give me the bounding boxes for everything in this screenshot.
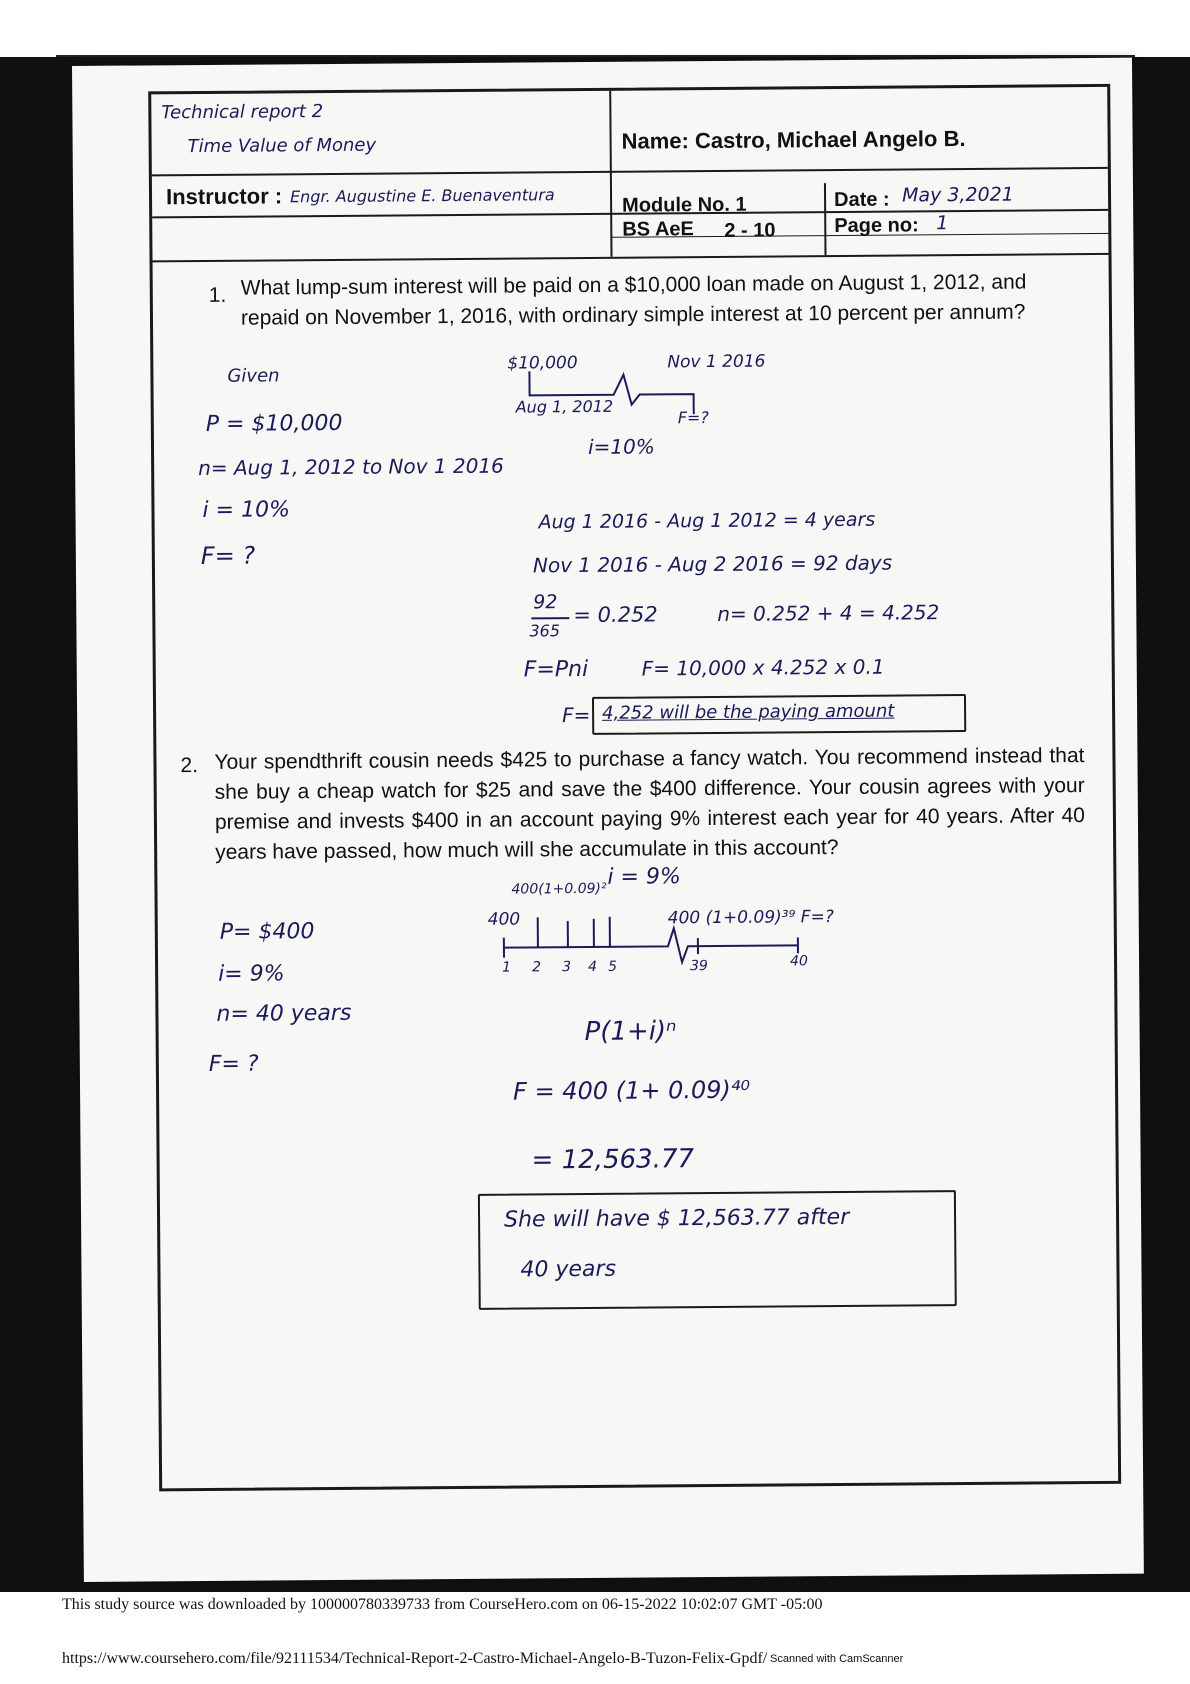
- timeline-diagram: [523, 370, 703, 421]
- timeline-tick: 3: [562, 959, 572, 976]
- given-period: n= Aug 1, 2012 to Nov 1 2016: [198, 453, 504, 481]
- timeline-tick: 4: [588, 958, 598, 975]
- timeline-tick: 5: [608, 958, 618, 975]
- formula-substitution: F = 400 (1+ 0.09)⁴⁰: [512, 1075, 751, 1106]
- page-value: 1: [936, 212, 949, 235]
- section-value: 2 - 10: [724, 219, 776, 242]
- result: = 12,563.77: [531, 1144, 695, 1176]
- given-principal: P= $400: [219, 919, 315, 945]
- source-notice: This study source was downloaded by 100000780339733 from CourseHero.com on 06-15-2022 10:02:07 GMT -05:00: [62, 1596, 823, 1613]
- scanner-watermark: Scanned with CamScanner: [770, 1653, 904, 1665]
- page-label: Page no:: [834, 214, 919, 238]
- calc-days: Nov 1 2016 - Aug 2 2016 = 92 days: [532, 550, 893, 578]
- fraction-numerator: 92: [533, 591, 558, 614]
- header-divider: [824, 183, 827, 255]
- calc-n: n= 0.252 + 4 = 4.252: [717, 600, 940, 626]
- timeline-tick: 2: [532, 959, 542, 976]
- fraction-denominator: 365: [529, 621, 561, 641]
- given-principal: P = $10,000: [205, 410, 343, 437]
- source-url[interactable]: https://www.coursehero.com/file/92111534/Technical-Report-2-Castro-Michael-Angelo-B-Tuzon-Felix-Gpdf/: [62, 1650, 768, 1667]
- timeline-future: F=?: [677, 408, 709, 428]
- answer-text: She will have $ 12,563.77 after: [503, 1204, 850, 1233]
- timeline-final: 400 (1+0.09)³⁹ F=?: [667, 907, 834, 929]
- question-number: 2.: [180, 754, 199, 778]
- given-future: F= ?: [208, 1051, 259, 1077]
- question-text: Your spendthrift cousin needs $425 to purchase a fancy watch. You recommend instead that she buy a cheap watch for $25 and save the $400 difference. Your cousin agrees with your premise and invests $400 in an account paying 9% interest each year for 40 years. After 40 years have passed, how much will she accumulate in this account?: [214, 744, 1086, 864]
- answer-prefix: F=: [562, 702, 591, 728]
- question-text: What lump-sum interest will be paid on a $10,000 loan made on August 1, 2012, and repaid on November 1, 2016, with ordinary simple interest at 10 percent per annum?: [240, 270, 1027, 330]
- timeline-principal: 400: [487, 909, 521, 930]
- instructor-name: Engr. Augustine E. Buenaventura: [289, 185, 555, 207]
- timeline-start: Aug 1, 2012: [515, 396, 614, 417]
- formula-substitution: F= 10,000 x 4.252 x 0.1: [641, 654, 885, 681]
- timeline-tick: 1: [502, 959, 512, 976]
- given-period: n= 40 years: [216, 1000, 352, 1027]
- timeline-tick: 39: [690, 958, 708, 975]
- answer-text: 4,252 will be the paying amount: [602, 700, 895, 724]
- timeline-rate: i=10%: [587, 434, 655, 459]
- header-table: [151, 87, 1108, 263]
- module-number: Module No. 1: [622, 193, 747, 217]
- report-frame: [148, 84, 1121, 1492]
- formula: F=Pni: [523, 656, 589, 683]
- scanned-page: [72, 58, 1144, 1582]
- header-divider: [152, 167, 1108, 177]
- date-label: Date :: [833, 188, 890, 212]
- given-future: F= ?: [200, 541, 256, 571]
- cash-flow-timeline: [498, 901, 819, 974]
- date-value: May 3,2021: [901, 183, 1014, 207]
- formula: P(1+i)ⁿ: [584, 1016, 677, 1048]
- question-number: 1.: [208, 283, 227, 307]
- timeline-rate: i = 9%: [607, 864, 681, 890]
- section-label: BS AeE: [622, 218, 694, 241]
- instructor-label: Instructor :: [165, 183, 283, 210]
- given-heading: Given: [227, 365, 280, 387]
- given-rate: i= 9%: [218, 961, 285, 987]
- report-title: Technical report 2: [161, 101, 324, 124]
- answer-box: [592, 694, 966, 735]
- header-divider: [153, 253, 1109, 263]
- student-name: Name: Castro, Michael Angelo B.: [621, 125, 966, 154]
- calc-years: Aug 1 2016 - Aug 1 2012 = 4 years: [538, 508, 876, 534]
- answer-text: 40 years: [520, 1256, 617, 1283]
- header-divider: [609, 91, 612, 257]
- timeline-end: Nov 1 2016: [667, 351, 766, 373]
- timeline-amount: $10,000: [507, 353, 578, 374]
- report-subtitle: Time Value of Money: [187, 134, 377, 158]
- fraction-result: = 0.252: [573, 602, 658, 628]
- timeline-compound-label: 400(1+0.09)²: [511, 880, 607, 898]
- answer-box: [478, 1190, 957, 1310]
- timeline-tick: 40: [789, 953, 808, 970]
- given-rate: i = 10%: [202, 497, 291, 523]
- fraction-bar: [531, 617, 569, 619]
